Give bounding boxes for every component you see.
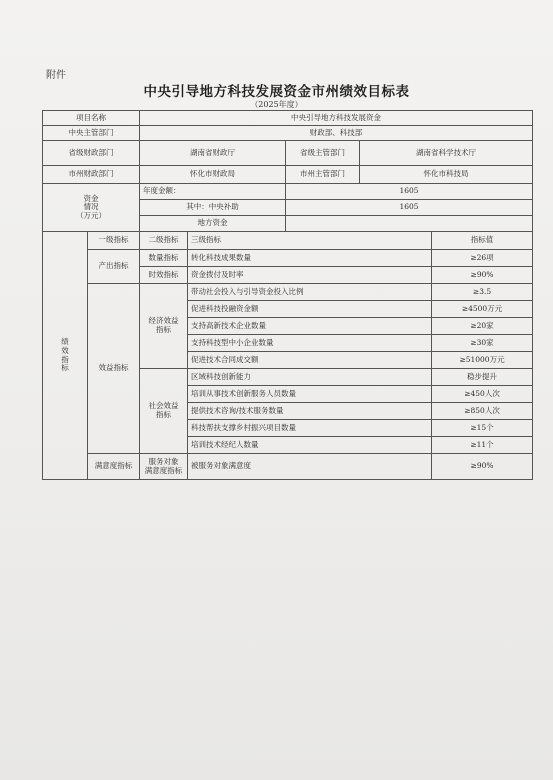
output-value: ≥90% [432,267,533,284]
social-value: ≥11个 [432,437,533,454]
funds-label-line2: 情况 [83,202,99,212]
row-project-name [43,111,533,126]
header-level1: 一级指标 [88,232,140,250]
social-name: 区域科技创新能力 [188,369,432,386]
economic-value: ≥51000万元 [432,352,533,369]
satisfaction-name: 被服务对象满意度 [188,454,432,480]
satisfaction-level2 [140,454,188,480]
prov-manager-value: 湖南省科学技术厅 [360,141,533,166]
social-value: ≥15个 [432,420,533,437]
economic-name: 促进科技投融资金额 [188,301,432,318]
funds-label [43,184,140,232]
project-name-label: 项目名称 [43,111,140,126]
social-name: 科技帮扶支撑乡村振兴项目数量 [188,420,432,437]
economic-name: 支持科技型中小企业数量 [188,335,432,352]
funds-label-line3: （万元） [76,210,106,220]
row-output-1 [43,250,533,267]
header-value: 指标值 [432,232,533,250]
satisfaction-level2-line2: 满意度指标 [144,465,183,475]
central-dept-label: 中央主管部门 [43,126,140,141]
indicators-section-label [43,232,88,480]
economic-label-line1: 经济效益 [148,316,179,326]
performance-table [42,110,533,480]
output-level2: 时效指标 [140,267,188,284]
economic-value: ≥4500万元 [432,301,533,318]
social-label-line2: 指标 [156,410,171,419]
city-manager-value: 怀化市科技局 [360,166,533,184]
row-provincial [43,141,533,166]
output-name: 资金拨付及时率 [188,267,432,284]
funds-annual-label: 年度金额： [140,184,286,200]
social-value: ≥450人次 [432,386,533,403]
social-value: 稳步提升 [432,369,533,386]
satisfaction-label: 满意度指标 [88,454,140,480]
funds-central-value: 1605 [286,200,533,216]
row-city [43,166,533,184]
social-label-line1: 社会效益 [148,401,179,411]
document-year: （2025年度） [250,100,303,109]
social-name: 提供技术咨询/技术服务数量 [188,403,432,420]
row-economic-1 [43,284,533,301]
prov-finance-label: 省级财政部门 [43,141,140,166]
economic-label-line2: 指标 [156,325,171,334]
funds-label-line1: 资金 [83,193,99,203]
funds-annual-value: 1605 [286,184,533,200]
section-char-2: 效 [61,345,69,355]
output-level2: 数量指标 [140,250,188,267]
social-name: 培训从事技术创新服务人员数量 [188,386,432,403]
output-value: ≥26项 [432,250,533,267]
prov-manager-label: 省级主管部门 [286,141,360,166]
row-satisfaction [43,454,533,480]
row-funds-annual [43,184,533,200]
satisfaction-level2-line1: 服务对象 [148,456,179,466]
header-level3: 三级指标 [188,232,432,250]
document-title: 中央引导地方科技发展资金市州绩效目标表 [143,84,410,100]
economic-value: ≥20家 [432,318,533,335]
economic-name: 支持高新技术企业数量 [188,318,432,335]
row-central-dept [43,126,533,141]
social-label [140,369,188,454]
section-char-1: 绩 [61,337,69,347]
central-dept-value: 财政部、科技部 [140,126,533,141]
city-finance-label: 市州财政部门 [43,166,140,184]
output-name: 转化科技成果数量 [188,250,432,267]
social-name: 培训技术经纪人数量 [188,437,432,454]
economic-value: ≥30家 [432,335,533,352]
row-indicator-header [43,232,533,250]
benefit-label: 效益指标 [88,284,140,454]
section-char-3: 指 [61,354,69,364]
output-label: 产出指标 [88,250,140,284]
header-level2: 二级指标 [140,232,188,250]
section-char-4: 标 [61,363,69,373]
city-finance-value: 怀化市财政局 [140,166,286,184]
economic-name: 促进技术合同成交额 [188,352,432,369]
prov-finance-value: 湖南省财政厅 [140,141,286,166]
satisfaction-value: ≥90% [432,454,533,480]
funds-local-value [286,216,533,232]
project-name-value: 中央引导地方科技发展资金 [140,111,533,126]
attachment-label: 附件 [46,70,66,81]
economic-name: 带动社会投入与引导资金投入比例 [188,284,432,301]
economic-value: ≥3.5 [432,284,533,301]
funds-local-label: 地方资金 [140,216,286,232]
social-value: ≥850人次 [432,403,533,420]
city-manager-label: 市州主管部门 [286,166,360,184]
funds-central-label: 其中：中央补助 [140,200,286,216]
economic-label [140,284,188,369]
